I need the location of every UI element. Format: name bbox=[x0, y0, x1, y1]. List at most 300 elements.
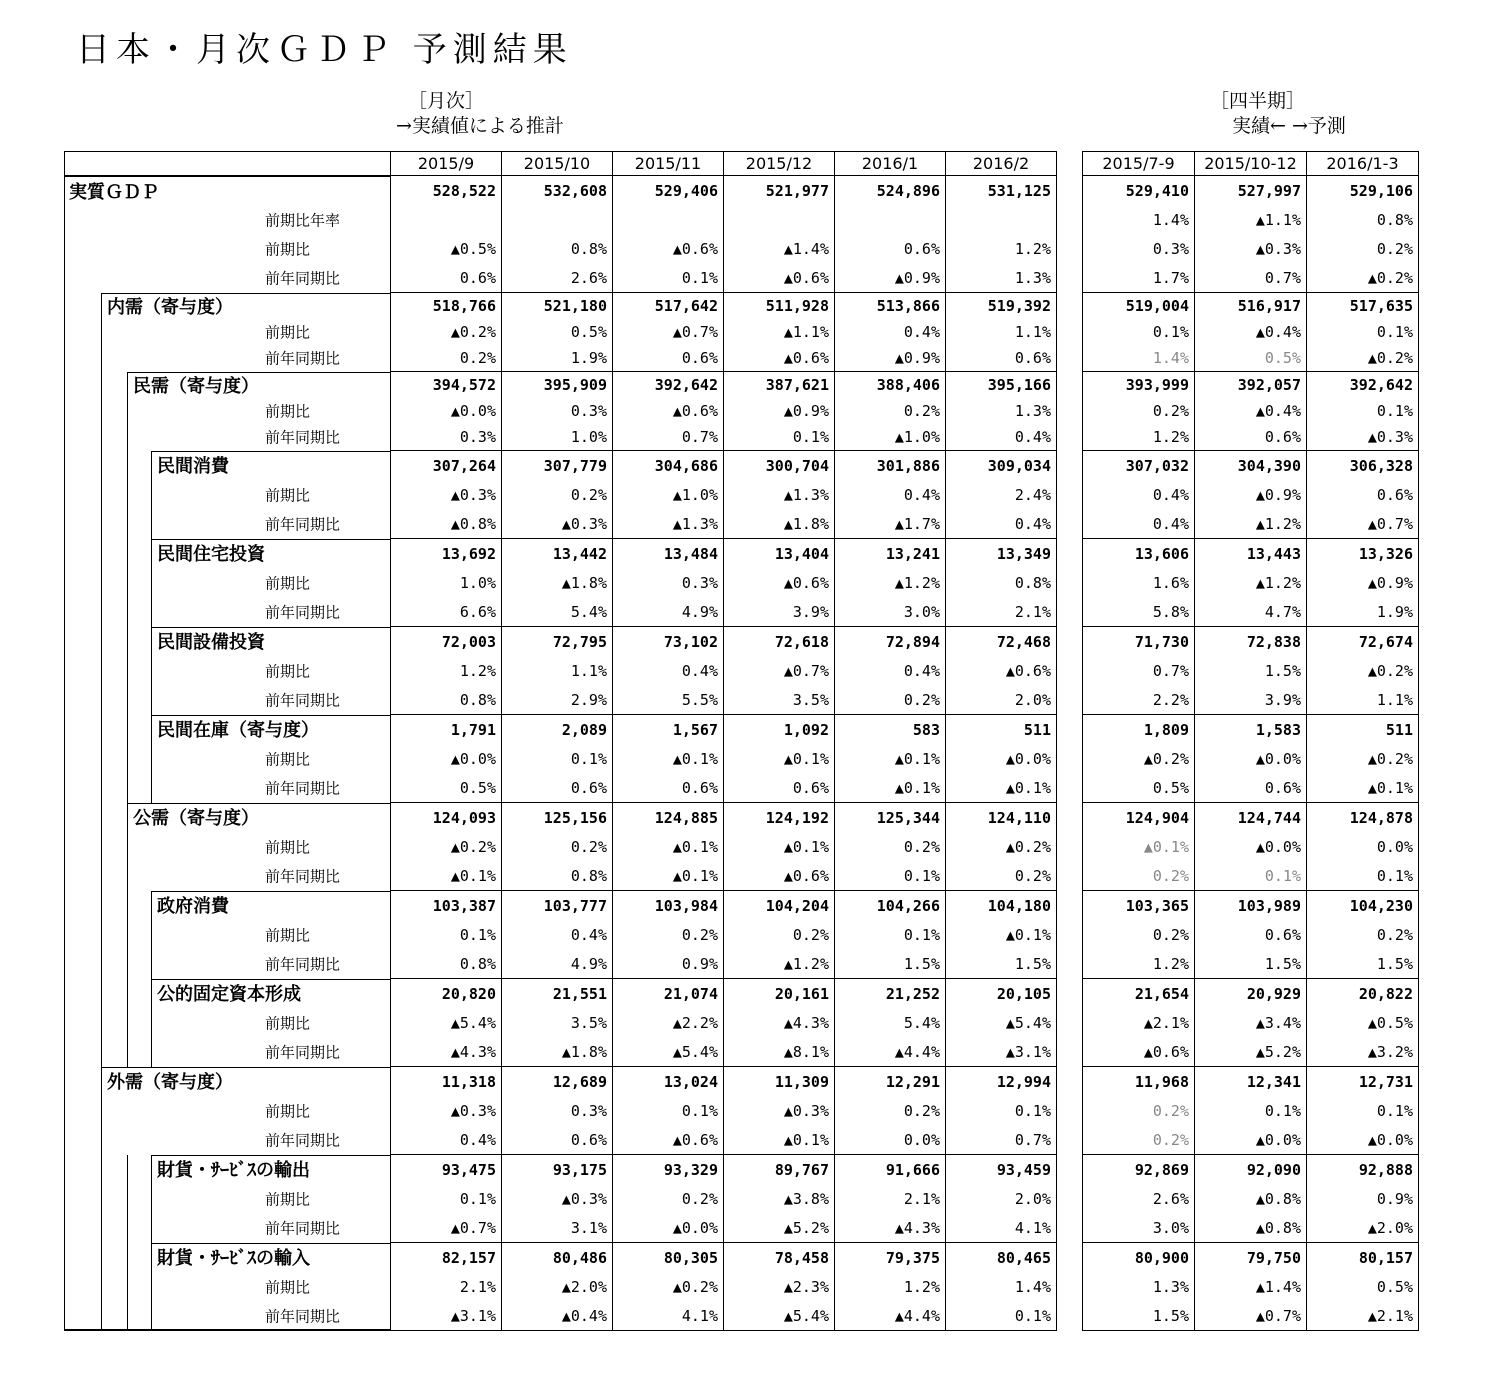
rate-cell: 0.2% bbox=[835, 398, 946, 424]
rate-cell: ▲0.6% bbox=[724, 568, 835, 597]
rate-cell: ▲0.4% bbox=[502, 1301, 613, 1331]
rate-cell: 0.4% bbox=[835, 656, 946, 685]
rate-cell: 0.3% bbox=[502, 398, 613, 424]
value-cell: 12,689 bbox=[502, 1067, 613, 1097]
quarterly-value-cell: 393,999 bbox=[1083, 372, 1195, 399]
rate-cell: ▲4.4% bbox=[835, 1301, 946, 1331]
value-cell: 125,156 bbox=[502, 803, 613, 833]
quarterly-value-cell: 20,929 bbox=[1195, 979, 1307, 1009]
quarterly-rate-cell: 1.2% bbox=[1083, 424, 1195, 451]
quarterly-rate-cell: 0.8% bbox=[1307, 205, 1419, 234]
rate-cell: ▲0.1% bbox=[613, 861, 724, 891]
monthly-header: 2016/1 bbox=[835, 152, 946, 176]
sub-row-label-text: 前期比 bbox=[265, 402, 311, 421]
monthly-header: 2016/2 bbox=[946, 152, 1057, 176]
rate-cell: 1.0% bbox=[391, 568, 502, 597]
header-blank bbox=[65, 152, 391, 176]
quarterly-value-cell: 103,989 bbox=[1195, 891, 1307, 921]
quarterly-rate-cell: 0.2% bbox=[1307, 920, 1419, 949]
rate-cell: ▲0.6% bbox=[613, 398, 724, 424]
rate-cell: 0.6% bbox=[835, 234, 946, 263]
quarterly-rate-cell: 0.2% bbox=[1083, 1125, 1195, 1155]
rate-cell: 0.1% bbox=[613, 263, 724, 293]
rate-cell: ▲1.4% bbox=[724, 234, 835, 263]
rate-cell: 2.1% bbox=[391, 1272, 502, 1301]
sub-row-label-text: 前期比 bbox=[265, 926, 311, 944]
sub-row-label bbox=[65, 509, 391, 539]
rate-cell: 2.4% bbox=[946, 480, 1057, 509]
rate-cell: 0.4% bbox=[613, 656, 724, 685]
row-label-text: 内需（寄与度） bbox=[107, 296, 233, 318]
quarterly-rate-cell: ▲5.2% bbox=[1195, 1037, 1307, 1067]
rate-cell bbox=[613, 205, 724, 234]
rate-cell: 6.6% bbox=[391, 597, 502, 627]
quarterly-rate-cell: 1.4% bbox=[1083, 205, 1195, 234]
sub-row-label-text: 前年同期比 bbox=[265, 1043, 341, 1062]
rate-cell: ▲0.8% bbox=[391, 509, 502, 539]
quarterly-rate-cell: ▲0.7% bbox=[1195, 1301, 1307, 1331]
sub-row-label bbox=[65, 205, 391, 234]
rate-cell: ▲4.3% bbox=[835, 1213, 946, 1243]
rate-cell: ▲1.8% bbox=[502, 1037, 613, 1067]
quarterly-caption-1: ［四半期］ bbox=[1210, 90, 1306, 112]
rate-cell: 0.1% bbox=[835, 861, 946, 891]
sub-row-label bbox=[65, 597, 391, 627]
monthly-caption-2: →実績値による推計 bbox=[396, 115, 564, 137]
row-label bbox=[65, 1243, 391, 1273]
sub-row-label bbox=[65, 832, 391, 861]
page-title: 日本・月次ＧＤＰ 予測結果 bbox=[76, 30, 573, 70]
quarterly-value-cell: 21,654 bbox=[1083, 979, 1195, 1009]
sub-row-label bbox=[65, 861, 391, 891]
sub-row-label bbox=[65, 1096, 391, 1125]
rate-cell bbox=[724, 205, 835, 234]
rate-cell: ▲1.0% bbox=[835, 424, 946, 451]
rate-cell: 0.1% bbox=[946, 1096, 1057, 1125]
row-label bbox=[65, 293, 391, 320]
rate-cell: 0.6% bbox=[391, 263, 502, 293]
rate-cell: ▲3.1% bbox=[946, 1037, 1057, 1067]
quarterly-rate-cell: 5.8% bbox=[1083, 597, 1195, 627]
rate-cell: 5.4% bbox=[835, 1008, 946, 1037]
rate-cell: ▲0.1% bbox=[724, 832, 835, 861]
quarterly-value-cell: 11,968 bbox=[1083, 1067, 1195, 1097]
rate-cell: ▲0.3% bbox=[391, 480, 502, 509]
value-cell: 20,105 bbox=[946, 979, 1057, 1009]
value-cell: 583 bbox=[835, 715, 946, 745]
rate-cell: ▲0.1% bbox=[835, 744, 946, 773]
value-cell: 518,766 bbox=[391, 293, 502, 320]
quarterly-rate-cell: 0.7% bbox=[1083, 656, 1195, 685]
sub-row-label bbox=[65, 345, 391, 372]
rate-cell: ▲1.2% bbox=[724, 949, 835, 979]
value-cell: 1,567 bbox=[613, 715, 724, 745]
rate-cell: 0.2% bbox=[946, 861, 1057, 891]
quarterly-value-cell: 103,365 bbox=[1083, 891, 1195, 921]
value-cell: 529,406 bbox=[613, 176, 724, 206]
value-cell: 124,110 bbox=[946, 803, 1057, 833]
rate-cell: ▲0.6% bbox=[724, 345, 835, 372]
rate-cell: ▲0.9% bbox=[835, 345, 946, 372]
value-cell: 91,666 bbox=[835, 1155, 946, 1185]
rate-cell: 0.2% bbox=[502, 832, 613, 861]
rate-cell: 0.5% bbox=[391, 773, 502, 803]
quarterly-rate-cell: 0.4% bbox=[1083, 509, 1195, 539]
quarterly-rate-cell: ▲0.9% bbox=[1307, 568, 1419, 597]
quarterly-rate-cell: 1.6% bbox=[1083, 568, 1195, 597]
rate-cell: ▲5.2% bbox=[724, 1213, 835, 1243]
quarterly-rate-cell: ▲0.0% bbox=[1195, 832, 1307, 861]
rate-cell: ▲5.4% bbox=[613, 1037, 724, 1067]
value-cell: 21,551 bbox=[502, 979, 613, 1009]
rate-cell: 0.3% bbox=[391, 424, 502, 451]
quarterly-rate-cell: 1.3% bbox=[1083, 1272, 1195, 1301]
row-label-text: 外需（寄与度） bbox=[107, 1072, 233, 1094]
rate-cell: 0.1% bbox=[946, 1301, 1057, 1331]
value-cell: 82,157 bbox=[391, 1243, 502, 1273]
quarterly-rate-cell: 0.5% bbox=[1307, 1272, 1419, 1301]
rate-cell: ▲1.1% bbox=[724, 319, 835, 345]
rate-cell: 2.0% bbox=[946, 1184, 1057, 1213]
quarterly-rate-cell: ▲0.4% bbox=[1195, 319, 1307, 345]
quarterly-rate-cell: 3.9% bbox=[1195, 685, 1307, 715]
quarterly-rate-cell: 0.6% bbox=[1195, 773, 1307, 803]
quarterly-value-cell: 392,057 bbox=[1195, 372, 1307, 399]
quarterly-rate-cell: 0.5% bbox=[1083, 773, 1195, 803]
rate-cell: 0.2% bbox=[613, 920, 724, 949]
sub-row-label-text: 前期比 bbox=[265, 323, 311, 342]
quarterly-value-cell: 124,744 bbox=[1195, 803, 1307, 833]
quarterly-rate-cell: ▲0.6% bbox=[1083, 1037, 1195, 1067]
rate-cell: ▲1.8% bbox=[724, 509, 835, 539]
rate-cell: 2.6% bbox=[502, 263, 613, 293]
quarterly-rate-cell: 0.6% bbox=[1195, 424, 1307, 451]
row-label-text: 財貨・ｻｰﾋﾞｽの輸出 bbox=[157, 1160, 310, 1182]
monthly-header: 2015/12 bbox=[724, 152, 835, 176]
value-cell: 511 bbox=[946, 715, 1057, 745]
value-cell: 80,305 bbox=[613, 1243, 724, 1273]
rate-cell: ▲5.4% bbox=[724, 1301, 835, 1331]
value-cell: 124,192 bbox=[724, 803, 835, 833]
rate-cell: ▲4.4% bbox=[835, 1037, 946, 1067]
rate-cell bbox=[391, 205, 502, 234]
rate-cell: 1.5% bbox=[946, 949, 1057, 979]
quarterly-value-cell: 529,106 bbox=[1307, 176, 1419, 206]
row-label-text: 実質ＧＤＰ bbox=[69, 181, 159, 203]
value-cell: 125,344 bbox=[835, 803, 946, 833]
value-cell: 395,909 bbox=[502, 372, 613, 399]
sub-row-label-text: 前年同期比 bbox=[265, 955, 341, 974]
rate-cell: 0.8% bbox=[502, 861, 613, 891]
rate-cell: 0.4% bbox=[835, 319, 946, 345]
quarterly-rate-cell: 1.5% bbox=[1083, 1301, 1195, 1331]
quarterly-value-cell: 72,674 bbox=[1307, 627, 1419, 657]
quarterly-rate-cell: ▲0.7% bbox=[1307, 509, 1419, 539]
value-cell: 387,621 bbox=[724, 372, 835, 399]
value-cell: 80,486 bbox=[502, 1243, 613, 1273]
sub-row-label-text: 前年同期比 bbox=[265, 269, 341, 288]
rate-cell: ▲3.8% bbox=[724, 1184, 835, 1213]
quarterly-value-cell: 72,838 bbox=[1195, 627, 1307, 657]
rate-cell: 0.8% bbox=[391, 685, 502, 715]
rate-cell: ▲0.2% bbox=[391, 832, 502, 861]
row-label bbox=[65, 627, 391, 657]
quarterly-rate-cell: ▲0.8% bbox=[1195, 1213, 1307, 1243]
rate-cell: ▲0.2% bbox=[391, 319, 502, 345]
value-cell: 12,994 bbox=[946, 1067, 1057, 1097]
value-cell: 20,161 bbox=[724, 979, 835, 1009]
quarterly-rate-cell: ▲0.2% bbox=[1307, 263, 1419, 293]
sub-row-label-text: 前期比 bbox=[265, 240, 311, 258]
quarterly-rate-cell: 4.7% bbox=[1195, 597, 1307, 627]
sub-row-label-text: 前年同期比 bbox=[265, 867, 341, 886]
rate-cell: 0.2% bbox=[613, 1184, 724, 1213]
value-cell: 72,795 bbox=[502, 627, 613, 657]
rate-cell: ▲1.7% bbox=[835, 509, 946, 539]
rate-cell: 0.6% bbox=[502, 1125, 613, 1155]
value-cell: 531,125 bbox=[946, 176, 1057, 206]
rate-cell: 0.8% bbox=[391, 949, 502, 979]
quarterly-rate-cell: 0.1% bbox=[1083, 319, 1195, 345]
sub-row-label-text: 前年同期比 bbox=[265, 1307, 341, 1325]
rate-cell: ▲0.6% bbox=[946, 656, 1057, 685]
sub-row-label-text: 前年同期比 bbox=[265, 1131, 341, 1150]
rate-cell bbox=[835, 205, 946, 234]
rate-cell bbox=[502, 205, 613, 234]
sub-row-label-text: 前期比 bbox=[265, 838, 311, 856]
row-label-text: 民需（寄与度） bbox=[133, 375, 259, 397]
rate-cell: 1.1% bbox=[946, 319, 1057, 345]
value-cell: 78,458 bbox=[724, 1243, 835, 1273]
value-cell: 532,608 bbox=[502, 176, 613, 206]
value-cell: 124,093 bbox=[391, 803, 502, 833]
sub-row-label-text: 前期比 bbox=[265, 750, 311, 768]
rate-cell: 0.4% bbox=[835, 480, 946, 509]
value-cell: 307,264 bbox=[391, 451, 502, 481]
rate-cell: ▲0.5% bbox=[391, 234, 502, 263]
quarterly-value-cell: 12,731 bbox=[1307, 1067, 1419, 1097]
quarterly-rate-cell: ▲0.0% bbox=[1195, 1125, 1307, 1155]
rate-cell: 0.1% bbox=[391, 920, 502, 949]
quarterly-rate-cell: ▲0.2% bbox=[1307, 744, 1419, 773]
rate-cell: ▲1.0% bbox=[613, 480, 724, 509]
value-cell: 300,704 bbox=[724, 451, 835, 481]
rate-cell: ▲0.0% bbox=[946, 744, 1057, 773]
monthly-caption-1: ［月次］ bbox=[408, 90, 485, 112]
value-cell: 394,572 bbox=[391, 372, 502, 399]
value-cell: 104,266 bbox=[835, 891, 946, 921]
value-cell: 517,642 bbox=[613, 293, 724, 320]
row-label bbox=[65, 715, 391, 745]
value-cell: 21,074 bbox=[613, 979, 724, 1009]
rate-cell: 0.2% bbox=[502, 480, 613, 509]
value-cell: 307,779 bbox=[502, 451, 613, 481]
value-cell: 79,375 bbox=[835, 1243, 946, 1273]
quarterly-rate-cell: 0.1% bbox=[1307, 319, 1419, 345]
rate-cell: 0.4% bbox=[946, 509, 1057, 539]
quarterly-value-cell: 13,326 bbox=[1307, 539, 1419, 569]
quarterly-value-cell: 511 bbox=[1307, 715, 1419, 745]
rate-cell: ▲0.3% bbox=[502, 1184, 613, 1213]
value-cell: 13,442 bbox=[502, 539, 613, 569]
rate-cell: 3.5% bbox=[724, 685, 835, 715]
rate-cell: 0.6% bbox=[502, 773, 613, 803]
sub-row-label bbox=[65, 1213, 391, 1243]
value-cell: 12,291 bbox=[835, 1067, 946, 1097]
sub-row-label bbox=[65, 234, 391, 263]
sub-row-label-text: 前期比 bbox=[265, 1190, 311, 1208]
value-cell: 13,692 bbox=[391, 539, 502, 569]
sub-row-label bbox=[65, 949, 391, 979]
sub-row-label bbox=[65, 1301, 391, 1331]
rate-cell: ▲0.3% bbox=[391, 1096, 502, 1125]
quarterly-value-cell: 80,900 bbox=[1083, 1243, 1195, 1273]
row-label-text: 公的固定資本形成 bbox=[157, 984, 301, 1006]
value-cell: 93,329 bbox=[613, 1155, 724, 1185]
rate-cell: 4.1% bbox=[946, 1213, 1057, 1243]
sub-row-label bbox=[65, 1272, 391, 1301]
value-cell: 104,180 bbox=[946, 891, 1057, 921]
value-cell: 511,928 bbox=[724, 293, 835, 320]
row-label bbox=[65, 1067, 391, 1097]
quarterly-rate-cell: 0.2% bbox=[1307, 234, 1419, 263]
monthly-header: 2015/9 bbox=[391, 152, 502, 176]
value-cell: 301,886 bbox=[835, 451, 946, 481]
value-cell: 72,468 bbox=[946, 627, 1057, 657]
quarterly-rate-cell: ▲0.2% bbox=[1083, 744, 1195, 773]
quarterly-value-cell: 1,809 bbox=[1083, 715, 1195, 745]
value-cell: 93,475 bbox=[391, 1155, 502, 1185]
rate-cell: 2.0% bbox=[946, 685, 1057, 715]
rate-cell: 0.7% bbox=[613, 424, 724, 451]
rate-cell: 1.5% bbox=[835, 949, 946, 979]
quarterly-value-cell: 13,606 bbox=[1083, 539, 1195, 569]
sub-row-label bbox=[65, 480, 391, 509]
rate-cell: 1.2% bbox=[391, 656, 502, 685]
quarterly-rate-cell: 2.6% bbox=[1083, 1184, 1195, 1213]
quarterly-rate-cell: 1.2% bbox=[1083, 949, 1195, 979]
sub-row-label-text: 前期比 bbox=[265, 486, 311, 504]
quarterly-rate-cell: 1.7% bbox=[1083, 263, 1195, 293]
quarterly-value-cell: 124,878 bbox=[1307, 803, 1419, 833]
quarterly-value-cell: 527,997 bbox=[1195, 176, 1307, 206]
value-cell: 124,885 bbox=[613, 803, 724, 833]
value-cell: 521,977 bbox=[724, 176, 835, 206]
sub-row-label-text: 前年同期比 bbox=[265, 603, 341, 622]
quarterly-rate-cell: 0.2% bbox=[1083, 398, 1195, 424]
quarterly-rate-cell: 1.5% bbox=[1195, 656, 1307, 685]
rate-cell: ▲4.3% bbox=[391, 1037, 502, 1067]
rate-cell: 2.9% bbox=[502, 685, 613, 715]
rate-cell: 0.3% bbox=[613, 568, 724, 597]
quarterly-rate-cell: ▲2.1% bbox=[1307, 1301, 1419, 1331]
rate-cell bbox=[946, 205, 1057, 234]
sub-row-label-text: 前期比 bbox=[265, 574, 311, 592]
row-label bbox=[65, 891, 391, 921]
value-cell: 80,465 bbox=[946, 1243, 1057, 1273]
quarterly-rate-cell: ▲0.5% bbox=[1307, 1008, 1419, 1037]
quarterly-rate-cell: ▲0.2% bbox=[1307, 656, 1419, 685]
rate-cell: 0.4% bbox=[502, 920, 613, 949]
sub-row-label bbox=[65, 656, 391, 685]
row-label bbox=[65, 451, 391, 481]
quarterly-rate-cell: 0.6% bbox=[1195, 920, 1307, 949]
value-cell: 103,387 bbox=[391, 891, 502, 921]
rate-cell: 3.9% bbox=[724, 597, 835, 627]
rate-cell: 5.5% bbox=[613, 685, 724, 715]
rate-cell: 0.1% bbox=[391, 1184, 502, 1213]
quarterly-rate-cell: 0.1% bbox=[1195, 861, 1307, 891]
value-cell: 93,459 bbox=[946, 1155, 1057, 1185]
value-cell: 528,522 bbox=[391, 176, 502, 206]
rate-cell: 1.4% bbox=[946, 1272, 1057, 1301]
value-cell: 1,791 bbox=[391, 715, 502, 745]
sub-row-label bbox=[65, 568, 391, 597]
quarterly-rate-cell: 1.4% bbox=[1083, 345, 1195, 372]
quarterly-rate-cell: ▲0.0% bbox=[1307, 1125, 1419, 1155]
sub-row-label-text: 前年同期比 bbox=[265, 691, 341, 710]
quarterly-value-cell: 392,642 bbox=[1307, 372, 1419, 399]
quarterly-value-cell: 517,635 bbox=[1307, 293, 1419, 320]
rate-cell: ▲0.3% bbox=[502, 509, 613, 539]
value-cell: 395,166 bbox=[946, 372, 1057, 399]
value-cell: 13,241 bbox=[835, 539, 946, 569]
monthly-header: 2015/11 bbox=[613, 152, 724, 176]
value-cell: 73,102 bbox=[613, 627, 724, 657]
rate-cell: ▲0.9% bbox=[724, 398, 835, 424]
quarterly-value-cell: 306,328 bbox=[1307, 451, 1419, 481]
rate-cell: ▲1.2% bbox=[835, 568, 946, 597]
quarterly-rate-cell: 0.4% bbox=[1083, 480, 1195, 509]
sub-row-label bbox=[65, 424, 391, 451]
row-label bbox=[65, 372, 391, 399]
rate-cell: ▲0.6% bbox=[724, 263, 835, 293]
sub-row-label bbox=[65, 319, 391, 345]
sub-row-label bbox=[65, 398, 391, 424]
quarterly-value-cell: 519,004 bbox=[1083, 293, 1195, 320]
quarterly-rate-cell: ▲0.8% bbox=[1195, 1184, 1307, 1213]
row-label bbox=[65, 803, 391, 833]
rate-cell: ▲0.1% bbox=[724, 1125, 835, 1155]
rate-cell: ▲2.2% bbox=[613, 1008, 724, 1037]
sub-row-label bbox=[65, 920, 391, 949]
rate-cell: ▲0.0% bbox=[391, 744, 502, 773]
rate-cell: ▲0.3% bbox=[724, 1096, 835, 1125]
row-label bbox=[65, 176, 391, 206]
quarterly-rate-cell: 0.2% bbox=[1083, 861, 1195, 891]
sub-row-label bbox=[65, 263, 391, 293]
value-cell: 103,984 bbox=[613, 891, 724, 921]
quarterly-caption-2: 実績← →予測 bbox=[1232, 115, 1346, 137]
rate-cell: ▲8.1% bbox=[724, 1037, 835, 1067]
quarterly-rate-cell: 0.6% bbox=[1307, 480, 1419, 509]
rate-cell: ▲0.2% bbox=[946, 832, 1057, 861]
quarterly-rate-cell: ▲2.0% bbox=[1307, 1213, 1419, 1243]
rate-cell: ▲2.3% bbox=[724, 1272, 835, 1301]
row-label bbox=[65, 539, 391, 569]
quarterly-rate-cell: ▲0.3% bbox=[1195, 234, 1307, 263]
value-cell: 524,896 bbox=[835, 176, 946, 206]
value-cell: 103,777 bbox=[502, 891, 613, 921]
rate-cell: ▲0.6% bbox=[724, 861, 835, 891]
sub-row-label-text: 前年同期比 bbox=[265, 779, 341, 798]
quarterly-rate-cell: 0.9% bbox=[1307, 1184, 1419, 1213]
rate-cell: 1.2% bbox=[835, 1272, 946, 1301]
sub-row-label bbox=[65, 685, 391, 715]
sub-row-label bbox=[65, 1125, 391, 1155]
rate-cell: 4.9% bbox=[502, 949, 613, 979]
value-cell: 20,820 bbox=[391, 979, 502, 1009]
